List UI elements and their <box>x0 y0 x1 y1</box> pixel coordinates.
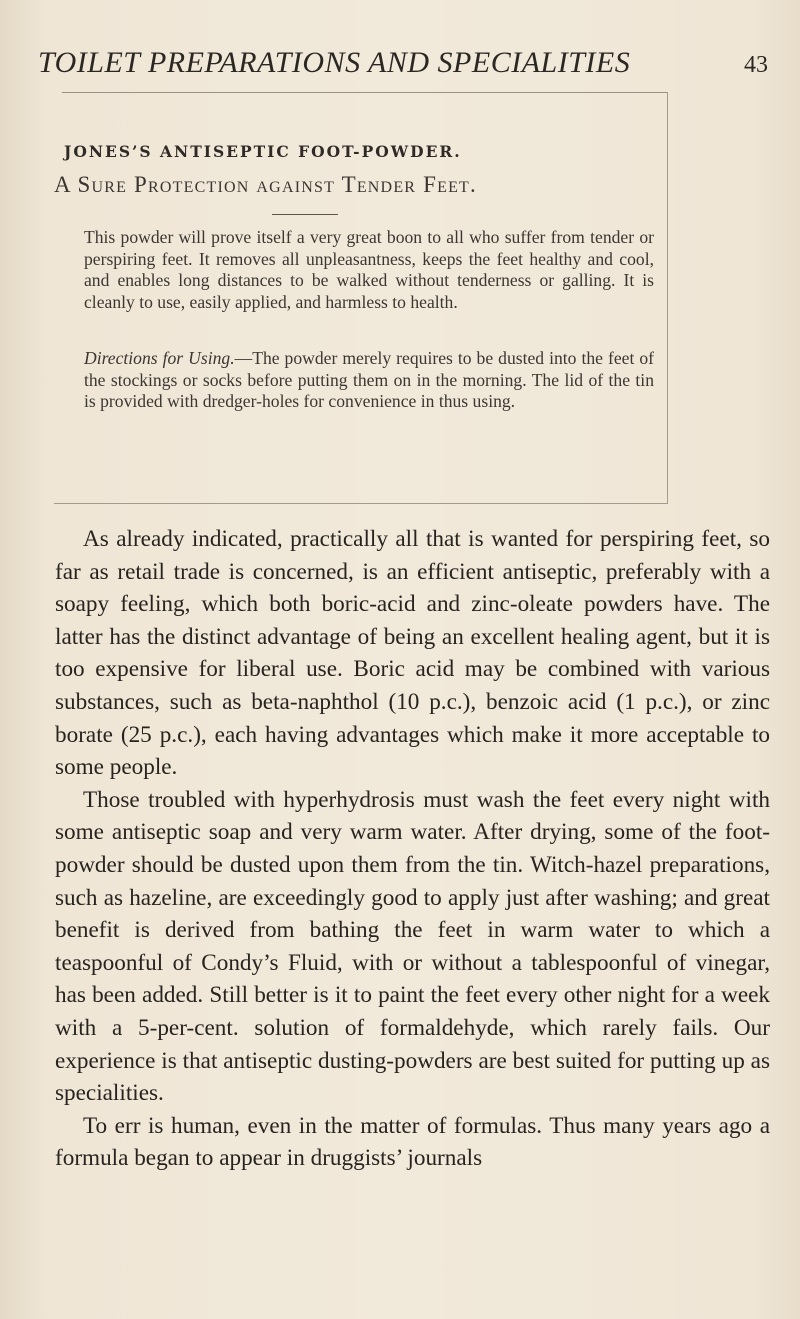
body-text <box>55 523 770 1175</box>
directions-label: Directions for Using. <box>84 348 235 368</box>
directions-text: —The powder merely requires to be dusted into the feet of the stockings or socks before putting them on in the morning. The lid of the tin is provided with dredger-holes for convenience in thus using. <box>84 348 654 411</box>
advertisement-subheading: A Sure Protection against Tender Feet. <box>54 172 477 197</box>
body-paragraph: Those troubled with hyperhydrosis must wash the feet every night with some antiseptic soap and very warm water. After drying, some of the foot-powder should be dusted upon them from the tin. Witch-hazel preparations, such as hazeline, are exceedingly good to apply just after washing; and great benefit is derived from bathing the feet in warm water to which a teaspoonful of Condy’s Fluid, with or without a tablespoonful of vinegar, has been added. Still better is it to paint the feet every other night for a week with a 5-per-cent. solution of formaldehyde, which rarely fails. Our experience is that antiseptic dusting-powders are best suited for putting up as specialities. <box>55 786 770 1107</box>
box-rule-right <box>667 92 668 504</box>
box-rule-top <box>62 92 668 93</box>
advertisement-directions <box>84 348 654 413</box>
advertisement-heading: JONES’S ANTISEPTIC FOOT-POWDER. <box>64 142 462 161</box>
advertisement-description: This powder will prove itself a very great boon to all who suffer from tender or perspiring feet. It removes all unpleasantness, keeps the feet healthy and cool, and enables long distances to be walked without tenderness or galling. It is cleanly to use, easily applied, and harmless to health. <box>84 227 654 312</box>
running-head <box>38 46 768 86</box>
body-paragraph: As already indicated, practically all that is wanted for perspiring feet, so far as retail trade is concerned, is an efficient antiseptic, preferably with a soapy feeling, which both boric-acid and zinc-oleate powders have. The latter has the distinct advantage of being an excellent healing agent, but it is too expensive for liberal use. Boric acid may be combined with various substances, such as beta-naphthol (10 p.c.), benzoic acid (1 p.c.), or zinc borate (25 p.c.), each having advantages which make it more acceptable to some people. <box>55 526 770 781</box>
box-rule-bottom <box>54 503 668 504</box>
body-paragraph: To err is human, even in the matter of formulas. Thus many years ago a formula began to appear in druggists’ journals <box>55 1112 770 1172</box>
page-number: 43 <box>744 52 768 78</box>
advertisement-box <box>54 92 668 504</box>
advertisement-divider <box>272 214 338 215</box>
running-title: TOILET PREPARATIONS AND SPECIALITIES <box>38 46 631 79</box>
